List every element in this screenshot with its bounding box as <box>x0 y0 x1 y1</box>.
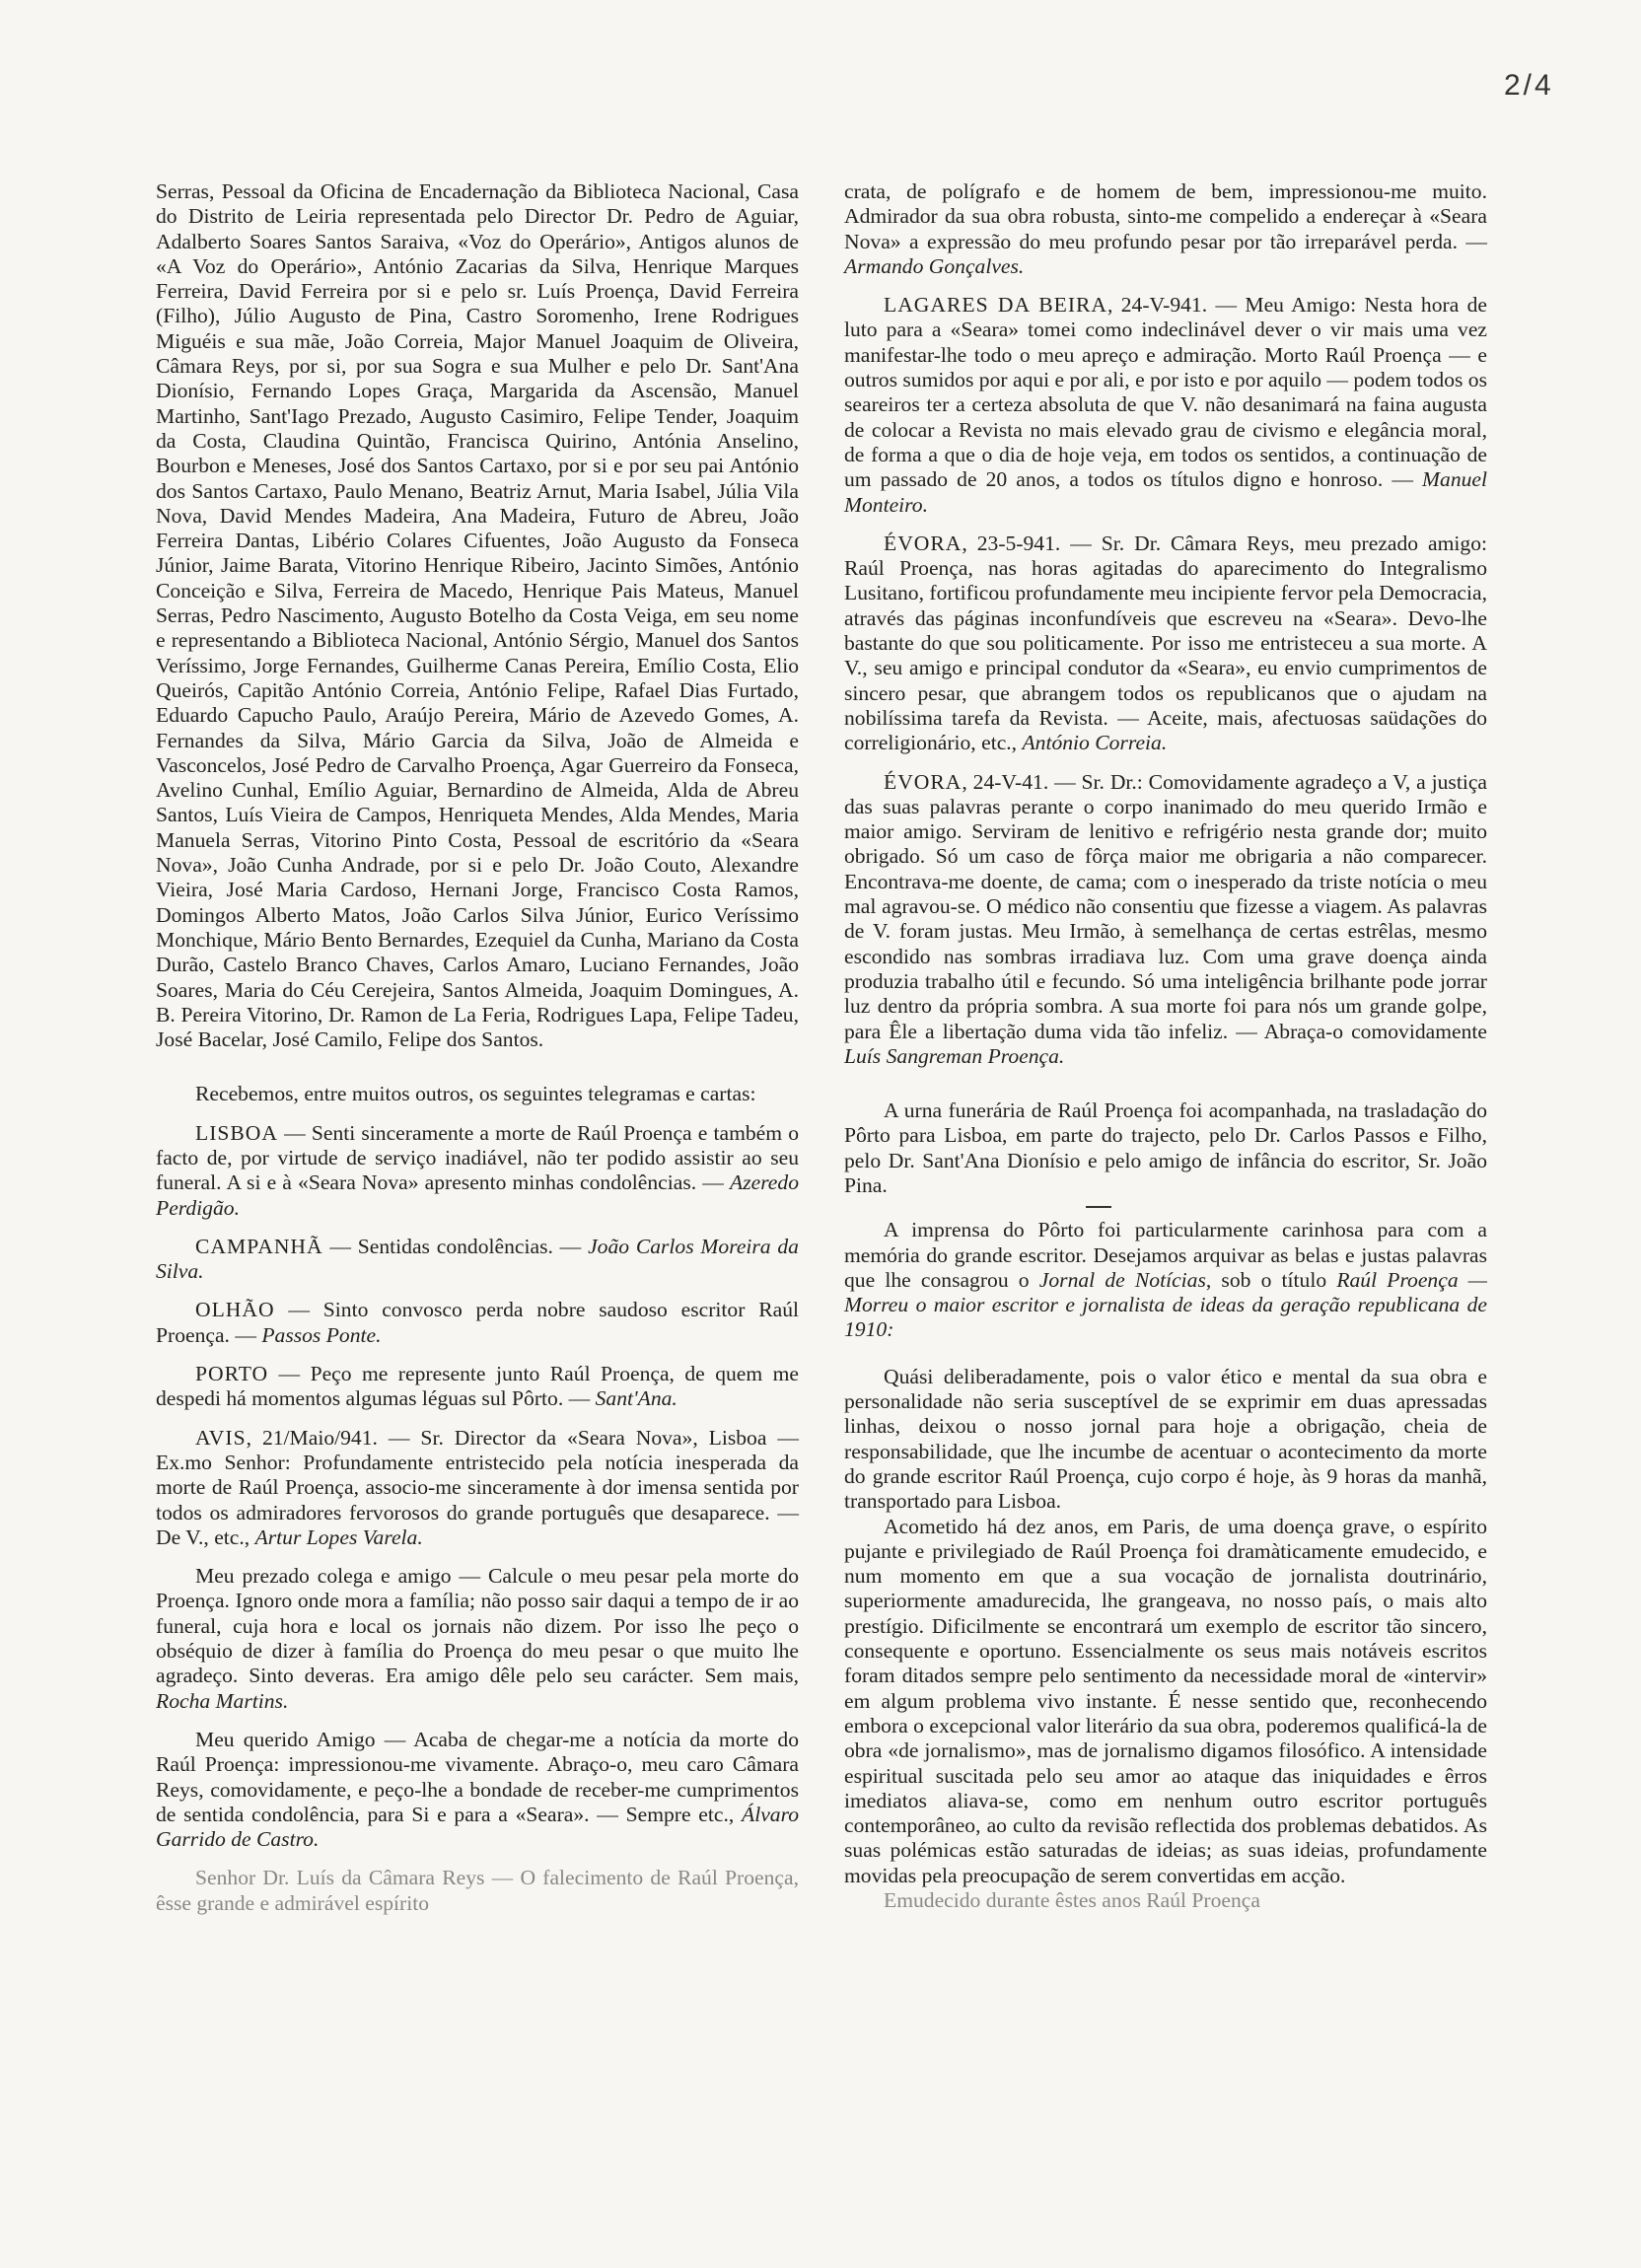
quote-paragraph-3: Emudecido durante êstes anos Raúl Proença <box>884 1888 1260 1912</box>
message-lisboa <box>156 1121 799 1221</box>
section-divider <box>1086 1206 1111 1208</box>
letter-garrido-castro <box>156 1728 799 1852</box>
message-place: ÉVORA <box>884 769 963 794</box>
message-olhao <box>156 1298 799 1348</box>
letter-text: crata, de polígrafo e de homem de bem, impressionou-me muito. Admirador da sua obra robusta, sinto-me compelido a endereçar à «Seara Nova» a expressão do meu profundo pesar por tão irreparável perda. — <box>844 179 1487 253</box>
letter-signature: Rocha Martins. <box>156 1688 289 1713</box>
message-signature: Passos Ponte. <box>261 1322 382 1347</box>
letter-signature: Álvaro Garrido de Castro. <box>156 1802 799 1852</box>
press-intro-mid: , sob o título <box>1205 1267 1337 1292</box>
message-place: LISBOA <box>195 1120 278 1145</box>
message-signature: António Correia. <box>1022 731 1168 755</box>
message-signature: Azeredo Perdigão. <box>156 1170 799 1220</box>
message-text: , 24-V-41. — Sr. Dr.: Comovidamente agradeço a V, a justiça das suas palavras perante o corpo inanimado do meu querido Irmão e maior amigo. Serviram de lenitivo e refrigério nesta grande dor; muito obrigado. Só um caso de fôrça maior me obrigaria a não comparecer. Encontrava-me doente, de cama; com o inesperado da triste notícia o meu mal agravou-se. O médico não consentiu que fizesse a viagem. As palavras de V. foram justas. Meu Irmão, à semelhança de certas estrêlas, mesmo escondido nas sombras irradiava luz. Com uma grave doença ainda produzia trabalho útil e fecundo. Só uma inteligência brilhante pode jorrar luz dentro da própria sombra. A sua morte foi para nós um grande golpe, para Êle a libertação duma vida tão infeliz. — Abraça-o comovidamente <box>844 769 1487 1043</box>
message-avis <box>156 1426 799 1550</box>
message-signature: Luís Sangreman Proença. <box>844 1043 1065 1068</box>
message-place: AVIS <box>195 1425 247 1450</box>
page-number: 2/4 <box>1504 69 1554 102</box>
message-text: , 24-V-941. — Meu Amigo: Nesta hora de luto para a «Seara» tomei como indeclinável dever o vir mais uma vez manifestar-lhe todo o meu apreço e admiração. Morto Raúl Proença — e outros sumidos por aqui e por ali, e por isto e por aquilo — podem todos os seareiros ter a certeza absoluta de que V. não desanimará na faina augusta de colocar a Revista no mais elevado grau de civismo e elegância moral, de forma a que o dia de hoje veja, em todos os sentidos, a continuação de um passado de 20 anos, a todos os títulos digno e honroso. — <box>844 293 1487 492</box>
message-text: — Senti sinceramente a morte de Raúl Proença e também o facto de, por virtude de serviço inadiável, não ter podido assistir ao seu funeral. A si e à «Seara Nova» apresento minhas condolências. — <box>156 1120 799 1195</box>
message-text: — Sinto convosco perda nobre saudoso escritor Raúl Proença. — <box>156 1298 799 1347</box>
message-place: PORTO <box>195 1362 269 1386</box>
letter-text: Meu prezado colega e amigo — Calcule o meu pesar pela morte do Proença. Ignoro onde mora a família; não posso sair daqui a tempo de ir ao funeral, cuja hora e local os jornais não dizem. Por isso lhe peço o obséquio de dizer à família do Proença do meu pesar o que muito lhe agradeço. Sinto deveras. Era amigo dêle pelo seu carácter. Sem mais, <box>156 1564 799 1688</box>
message-campanha <box>156 1235 799 1285</box>
message-place: ÉVORA <box>884 531 963 555</box>
press-intro-paragraph <box>844 1218 1487 1342</box>
message-evora-1 <box>844 532 1487 756</box>
message-signature: Sant'Ana. <box>595 1386 678 1411</box>
message-lagares <box>844 293 1487 518</box>
letter-text: Meu querido Amigo — Acaba de chegar-me a notícia da morte do Raúl Proença: impressionou-me vivamente. Abraço-o, meu caro Câmara Reys, comovidamente, e peço-lhe a bondade de receber-me cumprimentos de sentida condolência, para Si e para a «Seara». — Sempre etc., <box>156 1727 799 1826</box>
message-signature: Artur Lopes Varela. <box>254 1524 423 1549</box>
left-column <box>156 179 799 1916</box>
message-text: , 21/Maio/941. — Sr. Director da «Seara Nova», Lisboa — Ex.mo Senhor: Profundamente entristecido pela notícia inesperada da morte de Raúl Proença, associo-me sinceramente à dor imensa sentida por todos os admiradores fervorosos do grande português que desaparece. — De V., etc., <box>156 1425 799 1549</box>
message-place: LAGARES DA BEIRA <box>884 293 1108 318</box>
right-column <box>844 179 1487 1913</box>
condolence-list-tail: Serras, Pessoal da Oficina de Encadernação da Biblioteca Nacional, Casa do Distrito de Leiria representada pelo Director Dr. Pedro de Aguiar, Adalberto Soares Santos Saraiva, «Voz do Operário», Antigos alunos de «A Voz do Operário», António Zacarias da Silva, Henrique Marques Ferreira, David Ferreira por si e pelo sr. Luís Proença, David Ferreira (Filho), Júlio Augusto de Pina, Castro Soromenho, Irene Rodrigues Miguéis e sua mãe, João Correia, Major Manuel Joaquim de Oliveira, Câmara Reys, por si, por sua Sogra e sua Mulher e pelo Dr. Sant'Ana Dionísio, Fernando Lopes Graça, Margarida da Ascensão, Manuel Martinho, Sant'Iago Prezado, Augusto Casimiro, Felipe Tender, Joaquim da Costa, Claudina Quintão, Francisca Quirino, Antónia Anselino, Bourbon e Meneses, José dos Santos Cartaxo, por si e por seu pai António dos Santos Cartaxo, Paulo Menano, Beatriz Arnut, Maria Isabel, Júlia Vila Nova, David Mendes Madeira, Ana Madeira, Futuro de Abreu, João Ferreira Dantas, Libério Colares Cifuentes, João Augusto da Fonseca Júnior, Jaime Barata, Vitorino Henrique Ribeiro, Jacinto Simões, António Conceição e Silva, Ferreira de Macedo, Henrique Pais Mateus, Manuel Serras, Pedro Nascimento, Augusto Botelho da Costa Veiga, em seu nome e representando a Biblioteca Nacional, António Sérgio, Manuel dos Santos Veríssimo, Jorge Fernandes, Guilherme Canas Pereira, Emílio Costa, Elio Queirós, Capitão António Correia, António Felipe, Rafael Dias Furtado, Eduardo Capucho Paulo, Araújo Pereira, Mário de Azevedo Gomes, A. Fernandes da Silva, Mário Garcia da Silva, João de Almeida e Vasconcelos, José Pedro de Carvalho Proença, Agar Guerreiro da Fonseca, Avelino Cunhal, Emílio Aguiar, Bernardino de Almeida, Alda de Abreu Santos, Luís Vieira de Campos, Henriqueta Mendes, Alda Mendes, Maria Manuela Serras, Vitorino Pinto Costa, Pessoal de escritório da «Seara Nova», João Cunha Andrade, por si e pelo Dr. João Couto, Alexandre Vieira, José Maria Cardoso, Hernani Jorge, Francisco Costa Ramos, Domingos Alberto Matos, João Carlos Silva Júnior, Eurico Veríssimo Monchique, Mário Bento Bernardes, Ezequiel da Cunha, Mariano da Costa Durão, Castelo Branco Chaves, Carlos Amaro, Luciano Fernandes, João Soares, Maria do Céu Cerejeira, Santos Almeida, Joaquim Domingues, A. B. Pereira Vitorino, Dr. Ramon de La Feria, Rodrigues Lapa, Felipe Tadeu, José Bacelar, José Camilo, Felipe dos Santos. <box>156 179 799 1052</box>
message-evora-2 <box>844 770 1487 1070</box>
message-place: OLHÃO <box>195 1298 275 1322</box>
press-article-title: Raúl Proença — Morreu o maior escritor e jornalista de ideas da geração republicana de 1910: <box>844 1267 1487 1342</box>
quote-paragraph-1: Quási deliberadamente, pois o valor ético e mental da sua obra e personalidade não seria susceptível de se exprimir em duas apressadas linhas, deixou o nosso jornal para hoje a obrigação, cheia de responsabilidade, que lhe incumbe de acentuar o acontecimento da morte do grande escritor Raúl Proença, cujo corpo é hoje, às 9 horas da manhã, transportado para Lisboa. <box>844 1364 1487 1514</box>
message-porto <box>156 1362 799 1412</box>
telegrams-intro: Recebemos, entre muitos outros, os seguintes telegramas e cartas: <box>195 1082 756 1106</box>
quote-paragraph-2: Acometido há dez anos, em Paris, de uma doença grave, o espírito pujante e privilegiado de Raúl Proença foi dramàticamente emudecido, e num momento em que a sua vocação de jornalista doutrinário, superiormente amadurecida, lhe grangeava, no nosso país, o mais alto prestígio. Dificilmente se encontrará um exemplo de escritor tão sincero, consequente e oportuno. Essencialmente os seus mais notáveis escritos foram ditados sempre pelo sentimento da necessidade moral de «intervir» em algum problema vivo instante. É nesse sentido que, reconhecendo embora o excepcional valor literário da sua obra, poderemos qualificá-la de obra «de jornalismo», mas de jornalismo digamos filosófico. A intensidade espiritual suscitada pelo seu amor ao ataque das iniquidades e êrros imediatos aliava-se, como em nenhum outro escritor português contemporâneo, ao culto da revisão reflectida dos problemas debatidos. As suas polémicas estão saturadas de ideias; as suas ideias, profundamente movidas pela preocupação de serem convertidas em acção. <box>844 1514 1487 1887</box>
message-signature: João Carlos Moreira da Silva. <box>156 1234 799 1284</box>
message-text: , 23-5-941. — Sr. Dr. Câmara Reys, meu prezado amigo: Raúl Proença, nas horas agitadas do aparecimento do Integralismo Lusitano, fortificou profundamente meu incipiente fervor pela Democracia, através das páginas inconfundíveis que escreveu na «Seara». Devo-lhe bastante do que sou politicamente. Por isso me entristeceu a sua morte. A V., seu amigo e principal condutor da «Seara», eu envio cumprimentos de sincero pesar, que abrangem todos os republicanos que o ajudam na nobilíssima tarefa da Revista. — Aceite, mais, afectuosas saüdações do correligionário, etc., <box>844 531 1487 755</box>
message-place: CAMPANHÃ <box>195 1234 323 1258</box>
press-newspaper: Jornal de Notícias <box>1038 1267 1206 1292</box>
message-text: — Peço me represente junto Raúl Proença, de quem me despedi há momentos algumas léguas sul Pôrto. — <box>156 1362 799 1411</box>
letter-signature: Armando Gonçalves. <box>844 253 1025 278</box>
letter-camara-reys: Senhor Dr. Luís da Câmara Reys — O falecimento de Raúl Proença, êsse grande e admirável espírito <box>156 1866 799 1915</box>
press-intro-text: A imprensa do Pôrto foi particularmente carinhosa para com a memória do grande escritor. Desejamos arquivar as belas e justas palavras que lhe consagrou o <box>844 1218 1487 1292</box>
funeral-paragraph: A urna funerária de Raúl Proença foi acompanhada, na trasladação do Pôrto para Lisboa, em parte do trajecto, pelo Dr. Carlos Passos e Filho, pelo Dr. Sant'Ana Dionísio e pelo amigo de infância do escritor, Sr. João Pina. <box>844 1099 1487 1197</box>
message-signature: Manuel Monteiro. <box>844 467 1487 517</box>
message-text: — Sentidas condolências. — <box>322 1234 589 1258</box>
letter-continuation <box>844 179 1487 279</box>
letter-rocha-martins <box>156 1564 799 1714</box>
